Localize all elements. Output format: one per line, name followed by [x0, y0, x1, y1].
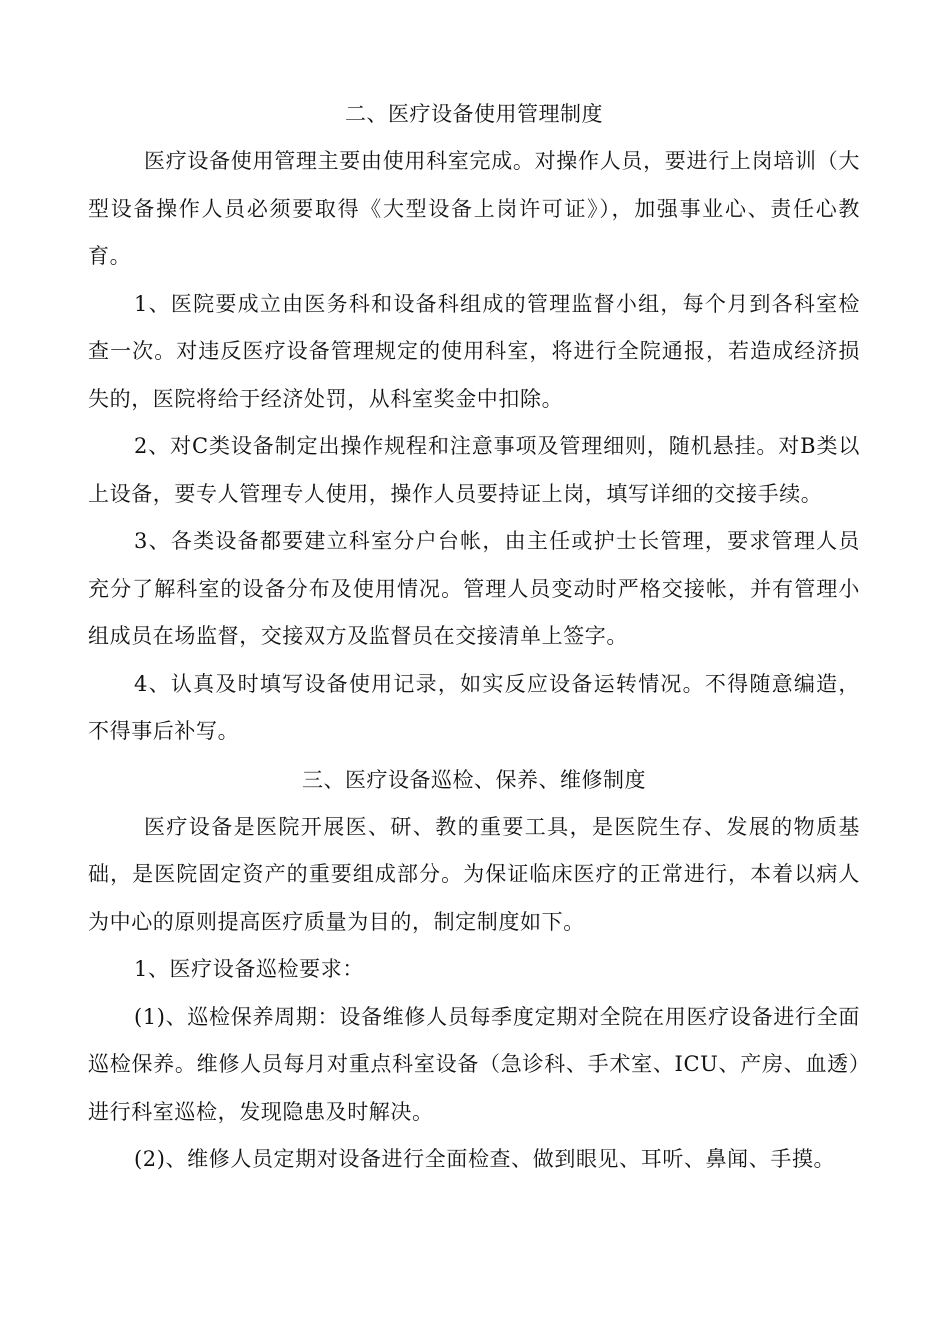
- section-2-item-1: 1、医院要成立由医务科和设备科组成的管理监督小组，每个月到各科室检查一次。对违反医疗设备管理规定的使用科室，将进行全院通报，若造成经济损失的，医院将给于经济处罚，从科室奖金中扣除。: [88, 291, 860, 411]
- section-2-item-3: 3、各类设备都要建立科室分户台帐，由主任或护士长管理，要求管理人员充分了解科室的设备分布及使用情况。管理人员变动时严格交接帐，并有管理小组成员在场监督，交接双方及监督员在交接清单上签字。: [88, 529, 860, 648]
- section-2-item-4: 4、认真及时填写设备使用记录，如实反应设备运转情况。不得随意编造，不得事后补写。: [88, 671, 860, 743]
- document-body: [88, 90, 860, 1184]
- section-2-title: 二、医疗设备使用管理制度: [345, 102, 603, 126]
- section-3-title: 三、医疗设备巡检、保养、维修制度: [302, 767, 646, 792]
- section-2-intro: 医疗设备使用管理主要由使用科室完成。对操作人员，要进行上岗培训（大型设备操作人员必须要取得《大型设备上岗许可证》），加强事业心、责任心教育。: [88, 149, 860, 268]
- section-2-item-2: 2、对C类设备制定出操作规程和注意事项及管理细则，随机悬挂。对B类以上设备，要专人管理专人使用，操作人员要持证上岗，填写详细的交接手续。: [88, 434, 860, 506]
- section-3-item-1-sub-1: (1)、巡检保养周期：设备维修人员每季度定期对全院在用医疗设备进行全面巡检保养。维修人员每月对重点科室设备（急诊科、手术室、ICU、产房、血透）进行科室巡检，发现隐患及时解决。: [88, 1004, 860, 1124]
- section-3-item-1-sub-2: (2)、维修人员定期对设备进行全面检查、做到眼见、耳听、鼻闻、手摸。: [134, 1147, 836, 1171]
- section-3-item-1: 1、医疗设备巡检要求：: [134, 957, 364, 981]
- section-3-intro: 医疗设备是医院开展医、研、教的重要工具，是医院生存、发展的物质基础，是医院固定资产的重要组成部分。为保证临床医疗的正常进行，本着以病人为中心的原则提高医疗质量为目的，制定制度如下。: [88, 814, 860, 934]
